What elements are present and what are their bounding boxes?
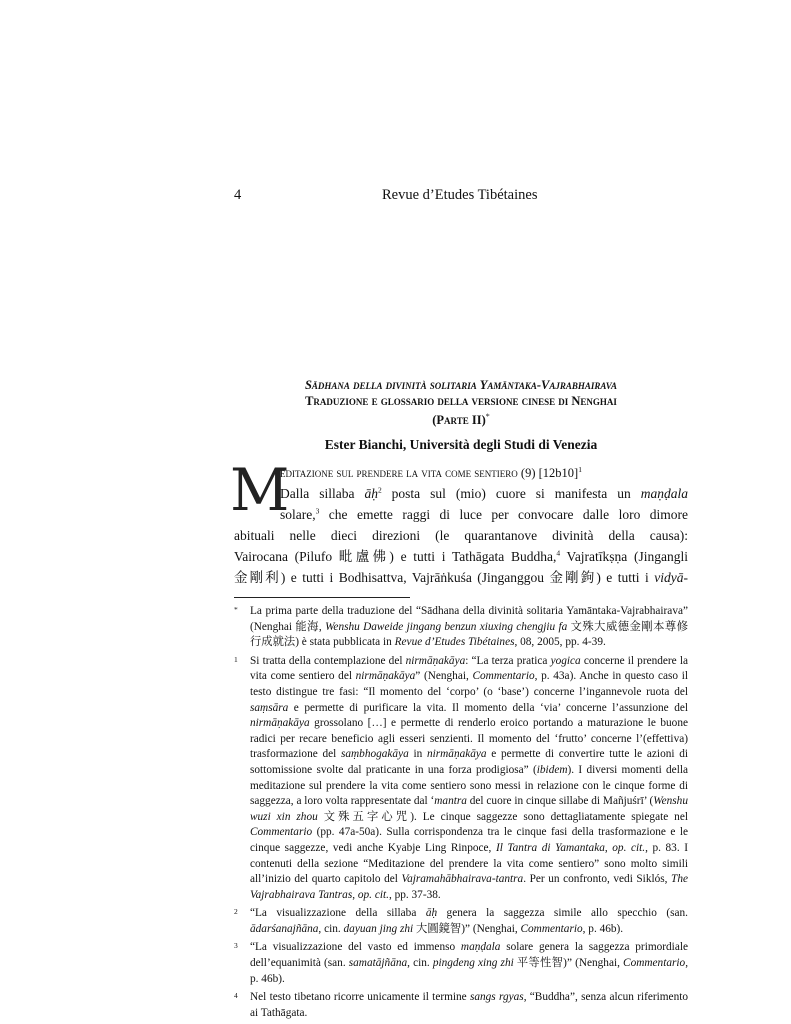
text-run: 平等性智)” (Nenghai, bbox=[513, 957, 624, 970]
text-run-italic: Revue d’Etudes Tibétaines bbox=[394, 636, 515, 649]
footnote-mark: 1 bbox=[234, 654, 238, 664]
text-run-italic: Il Tantra di Yamantaka bbox=[495, 841, 605, 854]
text-run: , cin. bbox=[318, 922, 344, 935]
text-run: (pp. 47a-50a). Sulla corrispondenza tra le cinque fasi della trasformazione e le cinque saggezze, vedi anche Kyabje Ling Rinpoce, bbox=[250, 826, 688, 854]
text-run: 金剛利) e tutti i Bodhisattva, Vajrāṅkuśa (Jinganggou 金剛鉤) e tutti i bbox=[234, 570, 655, 585]
title-line-2: Traduzione e glossario della versione cinese di Nenghai bbox=[305, 394, 617, 408]
text-run-italic: mantra bbox=[434, 795, 467, 808]
heading-text: editazione sul prendere la vita come sentiero bbox=[280, 466, 518, 480]
text-run-italic: dayuan jing zhi bbox=[343, 922, 414, 935]
text-run: , p. 46b). bbox=[582, 922, 624, 935]
text-run-italic: āḥ bbox=[364, 486, 378, 501]
text-run: che emette raggi di luce per convocare dalle loro dimore bbox=[319, 507, 688, 522]
text-run-italic: op. cit. bbox=[357, 888, 389, 901]
title-line-1: Sādhana della divinità solitaria Yamāntaka-Vajrabhairava bbox=[304, 378, 618, 392]
text-run-italic: saṃbhogakāya bbox=[340, 748, 409, 761]
text-run: 文殊五字心咒). Le cinque saggezze sono dettagliatamente spiegate nel bbox=[317, 810, 688, 823]
text-run: del cuore in cinque sillabe di Mañjuśrī’ ( bbox=[466, 795, 654, 808]
text-run: , bbox=[604, 841, 613, 854]
text-run: Vajratīkṣṇa (Jingangli bbox=[560, 549, 688, 564]
running-header bbox=[234, 187, 688, 207]
text-run: , “Buddha”, senza alcun riferimento ai Tathāgata. bbox=[250, 991, 689, 1019]
footnote-star bbox=[234, 604, 688, 651]
footnote-mark: 4 bbox=[234, 991, 238, 1001]
text-run-italic: Vajramahābhairava-tantra bbox=[401, 873, 524, 886]
body-line-3 bbox=[280, 505, 688, 525]
text-run: , p. 83. I contenuti della sezione “Meditazione del prendere la vita come sentiero” sono molto simili all’inizio del quarto capitolo del bbox=[250, 841, 688, 886]
body-line-2 bbox=[280, 484, 688, 504]
footnote-2 bbox=[234, 906, 688, 937]
text-run-italic: nirmāṇakāya bbox=[426, 748, 487, 761]
text-run-italic: sangs rgyas bbox=[469, 991, 524, 1004]
footnote-mark: 3 bbox=[234, 941, 238, 951]
text-run-italic: Wenshu wuzi xin zhou bbox=[250, 795, 688, 823]
text-run: e permette di convertire tutte le azioni di sottomissione svolte dal praticante in una forza prodigiosa” ( bbox=[250, 748, 688, 776]
journal-title: Revue d’Etudes Tibétaines bbox=[382, 187, 538, 203]
note-ref: 3 bbox=[315, 506, 320, 516]
text-run: e permette di purificare la vita. Il momento della ‘via’ concerne l’assunzione del bbox=[288, 701, 688, 714]
text-run-italic: Commentario bbox=[520, 922, 583, 935]
text-run-italic: maṇḍala bbox=[640, 486, 688, 501]
text-run: , 08, 2005, pp. 4-39. bbox=[514, 636, 606, 649]
title-note-mark: * bbox=[485, 412, 490, 421]
text-run: La prima parte della traduzione del “Sādhana della divinità solitaria Yamāntaka-Vajrabhairava” (Nenghai 能海, bbox=[250, 605, 688, 633]
text-run-italic: ibidem bbox=[536, 763, 568, 776]
text-run-italic: maṇḍala bbox=[460, 941, 501, 954]
text-run: , bbox=[352, 888, 358, 901]
footnote-mark: * bbox=[234, 605, 238, 614]
text-run-italic: op. cit. bbox=[612, 841, 646, 854]
text-run-italic: pingdeng xing zhi bbox=[432, 957, 514, 970]
text-run-italic: nirmāṇakāya bbox=[405, 654, 466, 667]
text-run: : “La terza pratica bbox=[465, 654, 551, 667]
text-run: Dalla sillaba bbox=[280, 486, 365, 501]
text-run: “La visualizzazione della sillaba bbox=[250, 907, 426, 920]
text-run: ). I diversi momenti della meditazione sul prendere la vita come sentiero sono messi in relazione con le cinque forme di saggezza, a loro volta rappresentate dal ‘ bbox=[250, 763, 688, 808]
text-run-italic: vidyā- bbox=[654, 570, 688, 585]
text-run: Si tratta della contemplazione del bbox=[250, 654, 406, 667]
text-run: Vairocana (Pilufo 毗盧佛) e tutti i Tathāgata Buddha, bbox=[234, 549, 557, 564]
note-ref: 2 bbox=[377, 485, 382, 495]
text-run: , p. 43a). Anche in questo caso il testo distingue tre fasi: “Il momento del ‘corpo’ (o ‘base’) concerne l’ingannevole ruota del bbox=[250, 670, 688, 698]
text-run-italic: Wenshu Daweide jingang benzun xiuxing chengjiu fa bbox=[325, 620, 568, 633]
footnote-rule bbox=[234, 597, 410, 598]
page-number: 4 bbox=[234, 187, 242, 203]
text-run: “La visualizzazione del vasto ed immenso bbox=[250, 941, 461, 954]
text-run: solare genera la saggezza primordiale dell’equanimità (san. bbox=[250, 941, 688, 970]
text-run: , p. 46b). bbox=[250, 957, 689, 985]
text-run-italic: nirmāṇakāya bbox=[250, 717, 310, 730]
title-line-3: (Parte II) bbox=[432, 413, 486, 428]
text-run: , cin. bbox=[407, 957, 433, 970]
heading-ref: (9) [12b10] bbox=[520, 466, 579, 480]
text-run: in bbox=[408, 748, 427, 761]
text-run-italic: samatājñāna bbox=[348, 957, 408, 970]
drop-cap: M bbox=[230, 456, 290, 524]
text-run-italic: ādarśanajñāna bbox=[250, 922, 319, 935]
text-run: ” (Nenghai, bbox=[415, 670, 473, 683]
text-run: genera la saggezza simile allo specchio (san. bbox=[437, 907, 688, 920]
text-run-italic: saṃsāra bbox=[250, 701, 289, 714]
text-run-italic: Commentario bbox=[250, 826, 313, 839]
text-run-italic: nirmāṇakāya bbox=[355, 670, 416, 683]
footnote-1 bbox=[234, 654, 688, 904]
footnote-mark: 2 bbox=[234, 907, 238, 917]
text-run-italic: yogica bbox=[550, 654, 581, 667]
body-line-6 bbox=[234, 568, 688, 588]
article-title bbox=[234, 377, 688, 428]
author-line: Ester Bianchi, Università degli Studi di Venezia bbox=[324, 437, 598, 452]
text-run-italic: Commentario bbox=[623, 957, 686, 970]
text-run: 大圓鏡智)” (Nenghai, bbox=[413, 922, 521, 935]
section-heading bbox=[280, 463, 688, 483]
footnotes bbox=[234, 604, 688, 1024]
text-run-italic: Commentario bbox=[472, 670, 535, 683]
text-run: , pp. 37-38. bbox=[388, 888, 441, 901]
text-run: concerne il prendere la vita come sentiero del bbox=[250, 654, 688, 683]
note-ref: 4 bbox=[556, 548, 561, 558]
text-run: posta sul (mio) cuore si manifesta un bbox=[381, 486, 641, 501]
footnote-3 bbox=[234, 940, 688, 987]
body-line-5 bbox=[234, 547, 688, 567]
text-run: . Per un confronto, vedi Siklós, bbox=[523, 873, 672, 886]
footnote-4 bbox=[234, 990, 688, 1021]
text-run: grossolano […] e permette di renderlo eroico portando a maturazione le buone radici per recare beneficio agli esseri senzienti. Il momento del ‘frutto’ concerne l’(effettiva) trasformazione del bbox=[250, 717, 688, 761]
text-run-italic: The Vajrabhairava Tantras bbox=[250, 873, 688, 901]
text-run: 文殊大威德金剛本尊修行成就法) è stata pubblicata in bbox=[250, 620, 688, 649]
text-run: solare, bbox=[280, 507, 316, 522]
text-run: Nel testo tibetano ricorre unicamente il termine bbox=[250, 991, 470, 1004]
heading-note: 1 bbox=[578, 464, 582, 474]
body-line-4: abituali nelle dieci direzioni (le quarantanove divinità della causa): bbox=[234, 528, 688, 543]
text-run-italic: āḥ bbox=[425, 907, 438, 920]
